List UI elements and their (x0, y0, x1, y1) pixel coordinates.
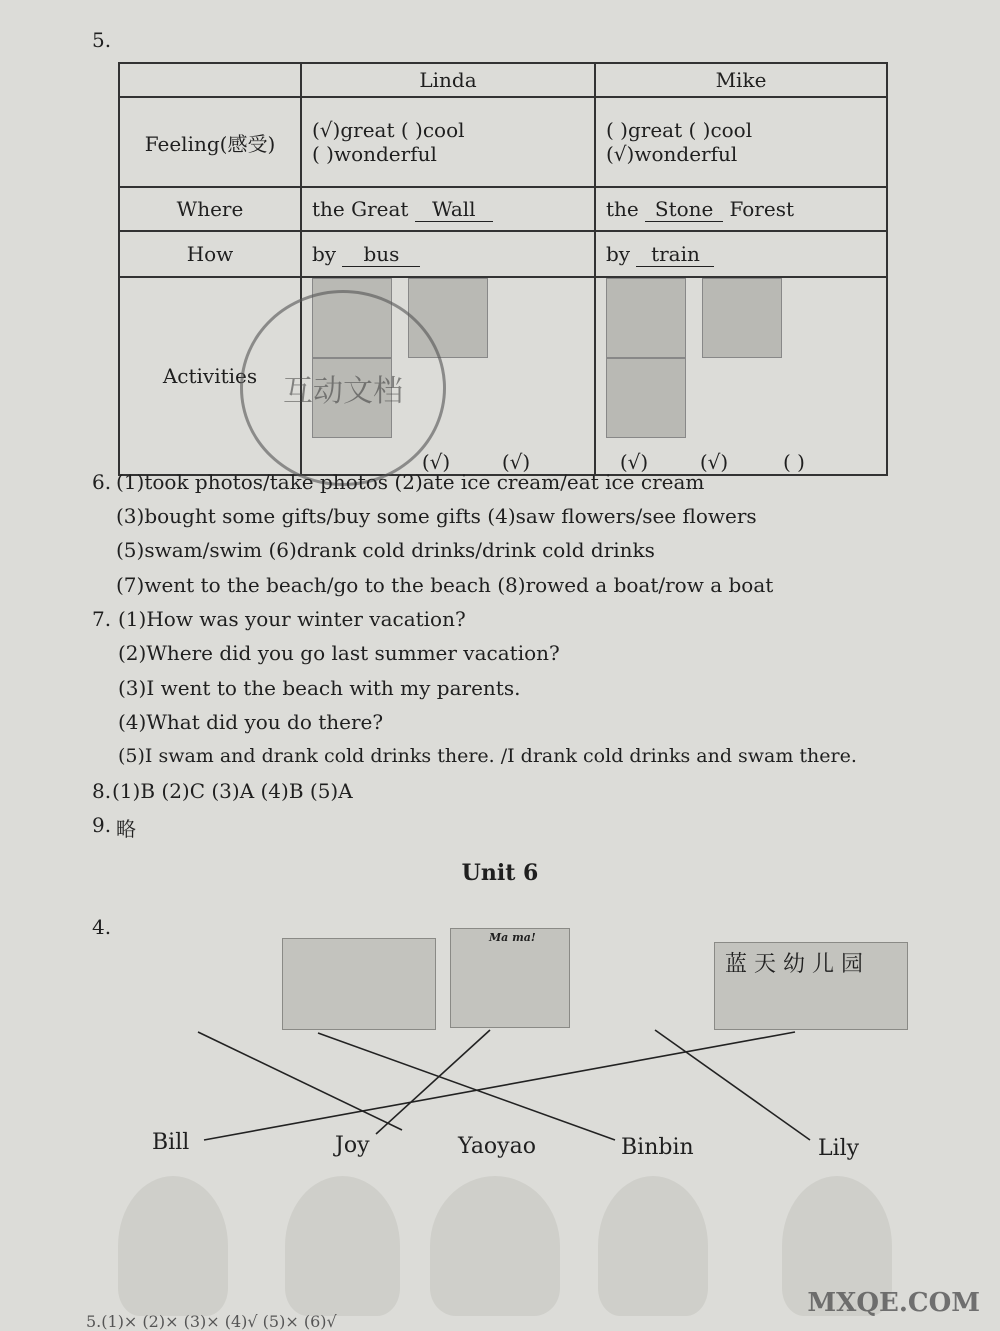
mike-feeling-line2: (√)wonderful (606, 142, 738, 166)
name-joy: Joy (335, 1133, 370, 1158)
q5-number: 5. (92, 28, 112, 52)
linda-feeling-line1: (√)great ( )cool (312, 118, 465, 142)
linda-check-3: (√) (501, 450, 531, 474)
q6-line-1: (1)took photos/take photos (2)ate ice cream/eat ice cream (116, 470, 705, 494)
q7-line-1: (1)How was your winter vacation? (118, 607, 466, 631)
header-mike: Mike (595, 63, 887, 97)
q9-answer: 略 (116, 817, 136, 841)
unit6-title: Unit 6 (461, 860, 539, 886)
how-label: How (119, 231, 301, 277)
watermark-logo: MXQE.COM (807, 1288, 980, 1318)
mike-check-1: (√) (619, 450, 649, 474)
mike-how-answer: train (636, 242, 714, 267)
mike-where-answer: Stone (645, 197, 723, 222)
header-linda: Linda (301, 63, 595, 97)
q9-number: 9. (92, 813, 112, 837)
name-bill: Bill (152, 1130, 190, 1155)
linda-where-prefix: the Great (312, 196, 409, 221)
match-line-3 (376, 1030, 490, 1134)
mama-bubble-text: Ma ma! (489, 931, 536, 944)
activities-label: Activities (119, 277, 301, 475)
q7-number: 7. (92, 607, 112, 631)
kindergarten-sign: 蓝 天 幼 儿 园 (725, 952, 863, 977)
q7-line-3: (3)I went to the beach with my parents. (118, 676, 521, 700)
q6-number: 6. (92, 470, 112, 494)
q6-line-2: (3)bought some gifts/buy some gifts (4)saw flowers/see flowers (116, 504, 757, 528)
mike-check-2: (√) (699, 450, 729, 474)
match-line-2 (318, 1033, 615, 1140)
feeling-label: Feeling(感受) (119, 97, 301, 187)
match-line-1 (198, 1032, 402, 1130)
q8-number: 8. (92, 779, 112, 803)
joy-portrait (285, 1176, 400, 1316)
q5-bottom-line: 5.(1)× (2)× (3)× (4)√ (5)× (6)√ (86, 1312, 337, 1331)
name-yaoyao: Yaoyao (458, 1134, 536, 1159)
q7-line-4: (4)What did you do there? (118, 710, 384, 734)
match-line-5 (204, 1032, 795, 1140)
linda-how-answer: bus (342, 242, 420, 267)
stamp-seal-text: 互动文档 (283, 374, 403, 409)
linda-how-prefix: by (312, 241, 337, 266)
mike-feeling-line1: ( )great ( )cool (606, 118, 753, 142)
linda-check-2: (√) (421, 450, 451, 474)
linda-where-answer: Wall (415, 197, 493, 222)
linda-feeling-line2: ( )wonderful (312, 142, 437, 166)
q8-answers: (1)B (2)C (3)A (4)B (5)A (112, 779, 353, 803)
name-binbin: Binbin (621, 1135, 694, 1160)
q6-line-4: (7)went to the beach/go to the beach (8)rowed a boat/row a boat (116, 573, 774, 597)
q7-line-5: (5)I swam and drank cold drinks there. /I drank cold drinks and swam there. (118, 745, 857, 767)
unit6-q4-number: 4. (92, 915, 112, 939)
yaoyao-portrait (430, 1176, 560, 1316)
where-label: Where (119, 187, 301, 231)
mike-check-3: ( ) (783, 450, 805, 474)
q7-line-2: (2)Where did you go last summer vacation? (118, 641, 560, 665)
mike-how-prefix: by (606, 241, 631, 266)
mike-where-suffix: Forest (729, 196, 795, 221)
mike-where-prefix: the (606, 196, 639, 221)
name-lily: Lily (818, 1136, 860, 1161)
binbin-portrait (598, 1176, 708, 1316)
q6-line-3: (5)swam/swim (6)drank cold drinks/drink cold drinks (116, 538, 655, 562)
bill-portrait (118, 1176, 228, 1316)
match-line-4 (655, 1030, 810, 1140)
